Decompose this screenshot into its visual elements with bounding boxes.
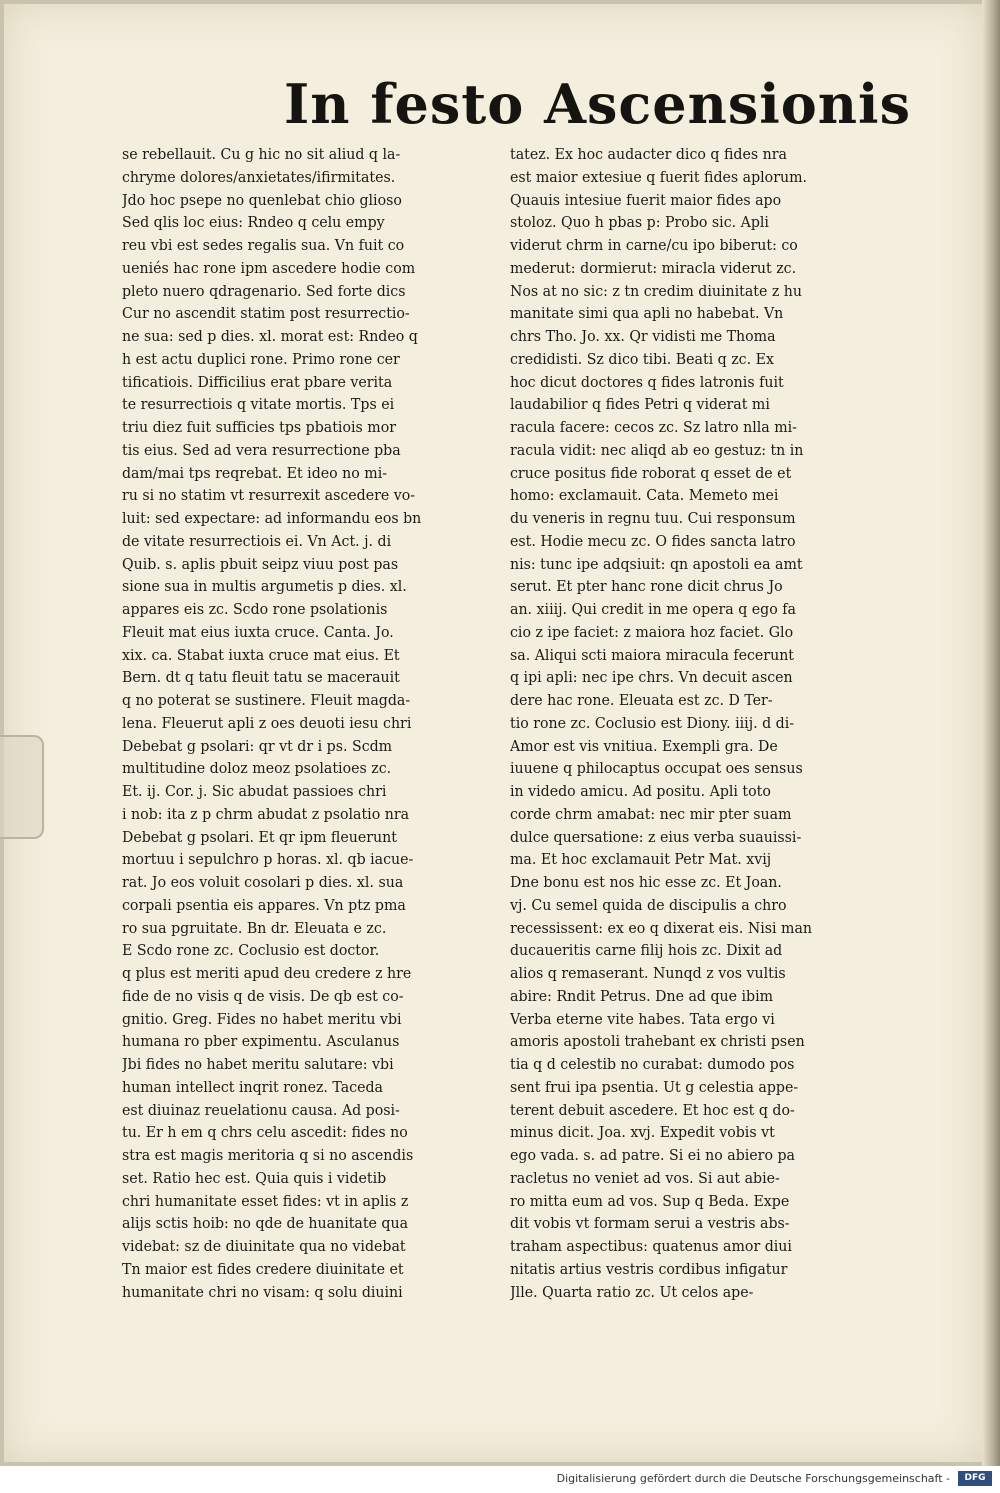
text-line: est diuinaz reuelationu causa. Ad posi- (122, 1101, 400, 1119)
text-line: dit vobis vt formam serui a vestris abs- (510, 1215, 790, 1233)
text-line: Quauis intesiue fuerit maior fides apo (510, 191, 782, 209)
text-line: serut. Et pter hanc rone dicit chrus Jo (510, 578, 783, 596)
text-line: ma. Et hoc exclamauit Petr Mat. xvij (510, 851, 772, 869)
text-line: ne sua: sed p dies. xl. morat est: Rndeo q (122, 328, 418, 345)
text-line: nitatis artius vestris cordibus infigatur (510, 1260, 788, 1278)
footer-bar (0, 1466, 1000, 1493)
digitization-credit: Digitalisierung gefördert durch die Deutsche Forschungsgemeinschaft - (556, 1472, 950, 1485)
text-line: i nob: ita z p chrm abudat z psolatio nra (122, 805, 410, 823)
left-text-column (122, 144, 504, 1304)
text-line: du veneris in regnu tuu. Cui responsum (510, 510, 796, 527)
dfg-logo: DFG (958, 1471, 992, 1486)
text-line: sa. Aliqui scti maiora miracula fecerunt (510, 646, 794, 664)
text-line: tio rone zc. Coclusio est Diony. iiij. d di- (510, 714, 795, 732)
text-line: te resurrectiois q vitate mortis. Tps ei (122, 396, 395, 414)
text-line: Amor est vis vnitiua. Exempli gra. De (510, 737, 778, 755)
text-line: Bern. dt q tatu fleuit tatu se macerauit (122, 669, 400, 687)
text-line: mederut: dormierut: miracla viderut zc. (510, 259, 797, 277)
text-line: terent debuit ascedere. Et hoc est q do- (510, 1101, 795, 1119)
page-clip (0, 735, 44, 839)
text-line: xix. ca. Stabat iuxta cruce mat eius. Et (122, 646, 400, 664)
paper-page (4, 4, 982, 1462)
text-line: racula vidit: nec aliqd ab eo gestuz: tn in (510, 441, 804, 459)
text-line: homo: exclamauit. Cata. Memeto mei (510, 487, 779, 505)
text-line: lena. Fleuerut apli z oes deuoti iesu chri (122, 714, 412, 732)
text-line: chrs Tho. Jo. xx. Qr vidisti me Thoma (510, 328, 776, 345)
text-line: est. Hodie mecu zc. O fides sancta latro (510, 532, 796, 550)
text-line: Dne bonu est nos hic esse zc. Et Joan. (510, 874, 782, 891)
text-line: manitate simi qua apli no habebat. Vn (510, 305, 784, 323)
text-line: Quib. s. aplis pbuit seipz viuu post pas (122, 555, 399, 573)
text-line: Fleuit mat eius iuxta cruce. Canta. Jo. (122, 623, 394, 641)
text-line: stra est magis meritoria q si no ascendis (122, 1147, 414, 1164)
text-line: abire: Rndit Petrus. Dne ad que ibim (510, 987, 774, 1005)
text-line: Sed qlis loc eius: Rndeo q celu empy (122, 214, 385, 232)
text-line: q no poterat se sustinere. Fleuit magda- (122, 692, 411, 709)
text-line: sione sua in multis argumetis p dies. xl. (122, 578, 407, 596)
page-title: In festo Ascensionis (284, 72, 911, 136)
text-line: sent frui ipa psentia. Ut g celestia appe- (510, 1078, 799, 1096)
text-line: racletus no veniet ad vos. Si aut abie- (510, 1169, 780, 1187)
text-line: ueniés hac rone ipm ascedere hodie com (122, 259, 416, 277)
text-line: stoloz. Quo h pbas p: Probo sic. Apli (510, 214, 769, 232)
text-line: gnitio. Greg. Fides no habet meritu vbi (122, 1010, 402, 1028)
text-line: Jbi fides no habet meritu salutare: vbi (122, 1056, 394, 1073)
text-line: E Scdo rone zc. Coclusio est doctor. (122, 942, 380, 960)
text-line: cruce positus fide roborat q esset de et (510, 464, 792, 482)
text-line: tatez. Ex hoc audacter dico q fides nra (510, 146, 787, 163)
text-line: tu. Er h em q chrs celu ascedit: fides no (122, 1124, 408, 1142)
text-line: corde chrm amabat: nec mir pter suam (510, 805, 792, 823)
text-line: viderut chrm in carne/cu ipo biberut: co (510, 237, 798, 254)
text-line: fide de no visis q de visis. De qb est co- (122, 987, 404, 1005)
text-line: multitudine doloz meoz psolatioes zc. (122, 760, 392, 778)
text-line: set. Ratio hec est. Quia quis i videtib (122, 1169, 387, 1187)
text-line: humanitate chri no visam: q solu diuini (122, 1283, 403, 1301)
text-line: Verba eterne vite habes. Tata ergo vi (510, 1010, 775, 1028)
text-line: chri humanitate esset fides: vt in aplis z (122, 1192, 409, 1210)
text-line: traham aspectibus: quatenus amor diui (510, 1238, 792, 1255)
text-line: amoris apostoli trahebant ex christi psen (510, 1033, 805, 1051)
text-line: corpali psentia eis appares. Vn ptz pma (122, 896, 406, 914)
text-line: dulce quersatione: z eius verba suauissi- (510, 828, 802, 846)
text-line: Jdo hoc psepe no quenlebat chio glioso (122, 191, 402, 209)
text-line: dam/mai tps reqrebat. Et ideo no mi- (122, 464, 388, 482)
text-line: cio z ipe faciet: z maiora hoz faciet. Glo (510, 623, 794, 641)
text-line: minus dicit. Joa. xvj. Expedit vobis vt (510, 1124, 775, 1142)
text-line: ru si no statim vt resurrexit ascedere vo- (122, 487, 416, 505)
text-line: mortuu i sepulchro p horas. xl. qb iacue- (122, 851, 414, 869)
text-line: alijs sctis hoib: no qde de huanitate qua (122, 1215, 409, 1233)
text-line: appares eis zc. Scdo rone psolationis (122, 601, 388, 618)
text-line: ro sua pgruitate. Bn dr. Eleuata e zc. (122, 919, 387, 937)
text-line: est maior extesiue q fuerit fides aplorum. (510, 168, 808, 186)
text-line: Debebat g psolari: qr vt dr i ps. Scdm (122, 737, 393, 755)
text-line: chryme dolores/anxietates/ifirmitates. (122, 168, 396, 186)
text-line: reu vbi est sedes regalis sua. Vn fuit co (122, 237, 405, 254)
text-line: pleto nuero qdragenario. Sed forte dics (122, 282, 406, 300)
text-line: dere hac rone. Eleuata est zc. D Ter- (510, 692, 773, 709)
text-line: credidisti. Sz dico tibi. Beati q zc. Ex (510, 350, 774, 368)
text-line: tis eius. Sed ad vera resurrectione pba (122, 441, 401, 459)
text-line: Et. ij. Cor. j. Sic abudat passioes chri (122, 783, 387, 800)
text-line: ducaueritis carne filij hois zc. Dixit ad (510, 942, 783, 960)
text-line: h est actu duplici rone. Primo rone cer (122, 350, 400, 368)
text-line: de vitate resurrectiois ei. Vn Act. j. di (122, 532, 392, 550)
text-line: Nos at no sic: z tn credim diuinitate z hu (510, 282, 803, 300)
text-line: racula facere: cecos zc. Sz latro nlla mi- (510, 419, 797, 436)
text-line: videbat: sz de diuinitate qua no videbat (122, 1238, 406, 1255)
text-line: an. xiiij. Qui credit in me opera q ego fa (510, 601, 796, 618)
text-line: Debebat g psolari. Et qr ipm fleuerunt (122, 828, 397, 846)
text-line: in videdo amicu. Ad positu. Apli toto (510, 783, 771, 800)
text-line: rat. Jo eos voluit cosolari p dies. xl. sua (122, 874, 404, 891)
text-line: Tn maior est fides credere diuinitate et (122, 1260, 404, 1278)
text-line: hoc dicut doctores q fides latronis fuit (510, 373, 784, 391)
text-line: tificatiois. Difficilius erat pbare verita (122, 373, 393, 391)
text-line: human intellect inqrit ronez. Taceda (122, 1078, 384, 1096)
text-line: Jlle. Quarta ratio zc. Ut celos ape- (510, 1283, 754, 1301)
text-line: iuuene q philocaptus occupat oes sensus (510, 760, 803, 778)
text-line: ro mitta eum ad vos. Sup q Beda. Expe (510, 1192, 790, 1210)
text-line: q plus est meriti apud deu credere z hre (122, 965, 412, 982)
page-edge (982, 0, 1000, 1466)
text-line: alios q remaserant. Nunqd z vos vultis (510, 965, 786, 982)
text-line: luit: sed expectare: ad informandu eos bn (122, 510, 422, 527)
text-line: vj. Cu semel quida de discipulis a chro (510, 896, 787, 914)
text-line: ego vada. s. ad patre. Si ei no abiero pa (510, 1147, 795, 1164)
text-line: humana ro pber expimentu. Asculanus (122, 1033, 400, 1051)
text-line: nis: tunc ipe adqsiuit: qn apostoli ea amt (510, 555, 803, 573)
text-line: tia q d celestib no curabat: dumodo pos (510, 1056, 795, 1073)
text-line: recessissent: ex eo q dixerat eis. Nisi man (510, 919, 813, 937)
text-line: triu diez fuit sufficies tps pbatiois mor (122, 419, 396, 436)
text-line: q ipi apli: nec ipe chrs. Vn decuit ascen (510, 669, 793, 687)
right-text-column (510, 144, 892, 1304)
text-line: se rebellauit. Cu g hic no sit aliud q la- (122, 146, 401, 163)
text-line: Cur no ascendit statim post resurrectio- (122, 305, 410, 323)
text-line: laudabilior q fides Petri q viderat mi (510, 396, 770, 414)
